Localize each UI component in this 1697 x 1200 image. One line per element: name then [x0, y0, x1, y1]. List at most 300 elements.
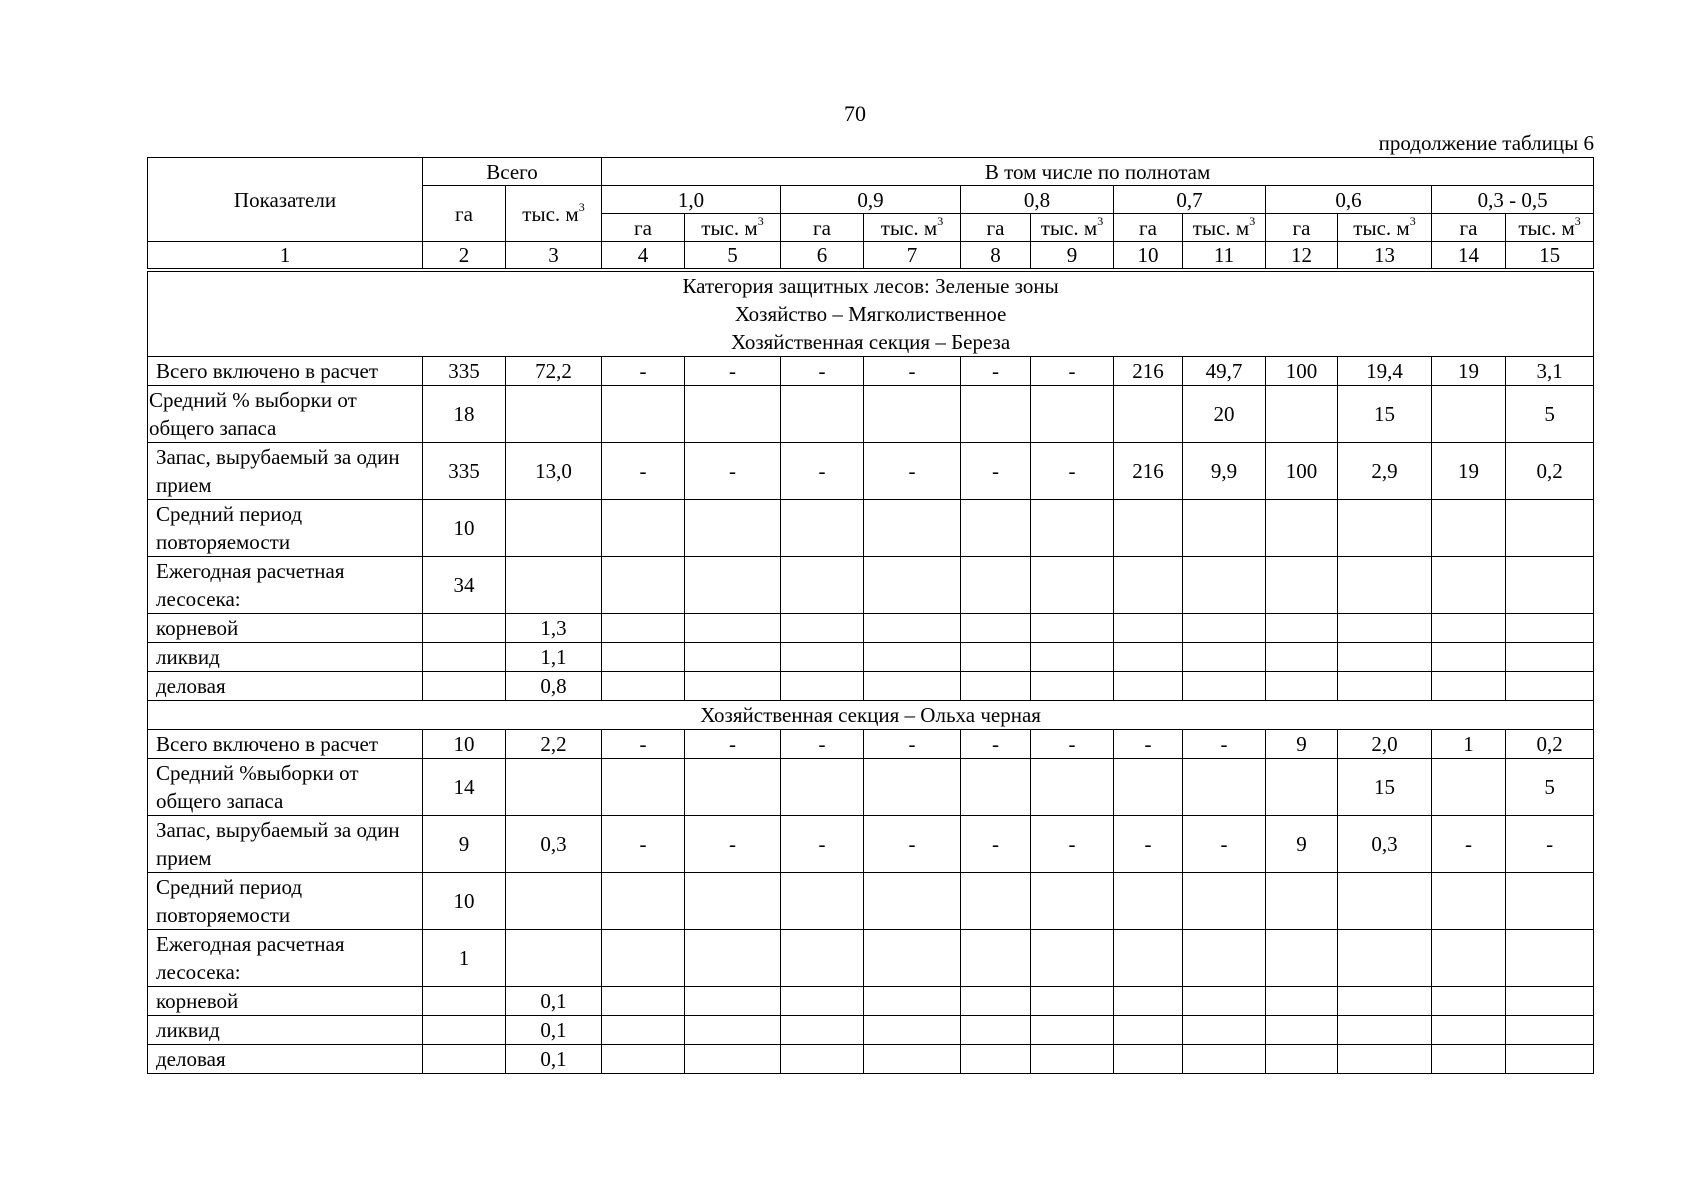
table-cell — [602, 1045, 685, 1074]
table-cell: - — [961, 443, 1031, 500]
header-unit-volume — [1506, 214, 1594, 242]
table-row — [148, 816, 1594, 873]
table-cell — [864, 873, 961, 930]
table-cell — [961, 557, 1031, 614]
table-cell — [864, 930, 961, 987]
table-cell — [1506, 614, 1594, 643]
table-cell: - — [602, 443, 685, 500]
table-row — [148, 672, 1594, 701]
table-cell — [1266, 1045, 1338, 1074]
row-label: Всего включено в расчет — [148, 730, 423, 759]
table-cell — [423, 1045, 506, 1074]
table-cell — [961, 500, 1031, 557]
table-cell — [1031, 643, 1114, 672]
table-cell — [1266, 873, 1338, 930]
column-number: 3 — [506, 242, 602, 271]
table-cell: 72,2 — [506, 357, 602, 386]
table-cell — [423, 1016, 506, 1045]
table-cell — [506, 557, 602, 614]
unit-sup: 3 — [757, 213, 764, 228]
unit-label: тыс. м — [522, 201, 579, 226]
table-cell — [961, 386, 1031, 443]
table-cell: - — [1031, 443, 1114, 500]
table-cell: - — [864, 730, 961, 759]
table-cell — [1506, 557, 1594, 614]
table-cell — [1183, 500, 1266, 557]
header-density: 0,9 — [781, 186, 961, 214]
table-cell — [506, 759, 602, 816]
table-cell: 9 — [1266, 816, 1338, 873]
table-cell: - — [781, 443, 864, 500]
table-cell: - — [1031, 357, 1114, 386]
header-unit-ha: га — [1266, 214, 1338, 242]
header-unit-ha: га — [1114, 214, 1183, 242]
header-total-ha: га — [423, 186, 506, 242]
table-cell: - — [1031, 730, 1114, 759]
table-cell — [1114, 557, 1183, 614]
table-cell — [1432, 500, 1506, 557]
table-cell: 15 — [1338, 386, 1432, 443]
column-number: 10 — [1114, 242, 1183, 271]
table-cell — [1338, 557, 1432, 614]
table-cell — [506, 386, 602, 443]
table-cell — [685, 1045, 781, 1074]
table-cell — [1432, 1016, 1506, 1045]
row-label: ликвид — [148, 1016, 423, 1045]
row-label: Средний период повторяемости — [148, 873, 423, 930]
table-cell — [1183, 672, 1266, 701]
table-cell — [1183, 873, 1266, 930]
table-caption: продолжение таблицы 6 — [1378, 131, 1594, 155]
page-number: 70 — [844, 101, 866, 126]
table-cell: 0,1 — [506, 1045, 602, 1074]
section-title-line: Хозяйство – Мягколиственное — [734, 302, 1007, 326]
table-cell — [602, 930, 685, 987]
table-cell — [1338, 500, 1432, 557]
table-cell: - — [781, 816, 864, 873]
unit-label: тыс. м — [1192, 215, 1250, 240]
table-cell — [602, 873, 685, 930]
header-total-volume — [506, 186, 602, 242]
header-unit-ha: га — [602, 214, 685, 242]
table-cell — [685, 614, 781, 643]
table-cell — [1031, 930, 1114, 987]
table-row — [148, 1045, 1594, 1074]
table-cell — [506, 500, 602, 557]
column-number: 11 — [1183, 242, 1266, 271]
unit-sup: 3 — [937, 213, 944, 228]
table-cell: - — [961, 816, 1031, 873]
table-cell: 0,8 — [506, 672, 602, 701]
table-cell — [864, 500, 961, 557]
table-cell — [781, 930, 864, 987]
table-cell — [961, 930, 1031, 987]
table-cell — [1031, 873, 1114, 930]
table-cell — [1432, 386, 1506, 443]
row-label: Средний % выборки от общего запаса — [148, 386, 423, 443]
header-density: 0,3 - 0,5 — [1432, 186, 1594, 214]
header-total: Всего — [423, 158, 602, 186]
table-cell — [1338, 614, 1432, 643]
table-cell: 49,7 — [1183, 357, 1266, 386]
row-label: Средний период повторяемости — [148, 500, 423, 557]
table-cell: 1 — [1432, 730, 1506, 759]
table-row — [148, 557, 1594, 614]
column-number-row — [148, 242, 1594, 271]
table-cell — [1506, 500, 1594, 557]
table-cell — [602, 1016, 685, 1045]
table-cell — [1114, 759, 1183, 816]
column-number: 14 — [1432, 242, 1506, 271]
table-cell: 10 — [423, 873, 506, 930]
table-row — [148, 357, 1594, 386]
table-cell — [1114, 500, 1183, 557]
table-cell: 2,2 — [506, 730, 602, 759]
table-cell — [1114, 672, 1183, 701]
table-cell: 1 — [423, 930, 506, 987]
table-cell — [1031, 672, 1114, 701]
table-cell: - — [1183, 730, 1266, 759]
table-cell — [1183, 930, 1266, 987]
table-cell — [685, 500, 781, 557]
table-cell — [1114, 614, 1183, 643]
header-indicators: Показатели — [148, 158, 423, 242]
table-cell — [1031, 614, 1114, 643]
table-cell: - — [685, 730, 781, 759]
table-cell — [1338, 987, 1432, 1016]
table-cell: 100 — [1266, 443, 1338, 500]
header-unit-volume — [1183, 214, 1266, 242]
unit-sup: 3 — [1249, 213, 1256, 228]
table-row — [148, 443, 1594, 500]
table-row — [148, 987, 1594, 1016]
header-row-1 — [148, 158, 1594, 186]
table-cell: - — [685, 816, 781, 873]
table-cell — [1183, 987, 1266, 1016]
table-cell — [864, 614, 961, 643]
table-cell: 19 — [1432, 443, 1506, 500]
table-cell — [1183, 1045, 1266, 1074]
table-cell: 19,4 — [1338, 357, 1432, 386]
table-cell — [1432, 1045, 1506, 1074]
table-cell: 5 — [1506, 386, 1594, 443]
table-cell — [1266, 500, 1338, 557]
table-cell: 216 — [1114, 443, 1183, 500]
table-cell: 0,1 — [506, 1016, 602, 1045]
table-cell — [864, 643, 961, 672]
section-title: Хозяйственная секция – Ольха черная — [148, 701, 1594, 730]
table-cell — [1031, 1045, 1114, 1074]
table-cell — [781, 672, 864, 701]
column-number: 6 — [781, 242, 864, 271]
table-cell — [602, 672, 685, 701]
table-row — [148, 500, 1594, 557]
column-number: 4 — [602, 242, 685, 271]
column-number: 12 — [1266, 242, 1338, 271]
table-cell: - — [781, 730, 864, 759]
table-cell — [961, 1045, 1031, 1074]
table-cell — [864, 1016, 961, 1045]
table-cell — [781, 873, 864, 930]
table-cell: - — [602, 357, 685, 386]
table-cell — [864, 759, 961, 816]
table-cell — [781, 500, 864, 557]
header-unit-volume — [1031, 214, 1114, 242]
table-cell: 335 — [423, 357, 506, 386]
unit-label: тыс. м — [701, 215, 758, 240]
table-cell: - — [602, 730, 685, 759]
table-cell — [602, 557, 685, 614]
header-unit-volume — [864, 214, 961, 242]
table-cell — [781, 987, 864, 1016]
table-row — [148, 386, 1594, 443]
row-label: Запас, вырубаемый за один прием — [148, 816, 423, 873]
table-cell: - — [685, 357, 781, 386]
table-cell — [1338, 873, 1432, 930]
table-cell — [1266, 643, 1338, 672]
table-row — [148, 930, 1594, 987]
table-cell — [961, 1016, 1031, 1045]
table-cell — [1266, 987, 1338, 1016]
table-cell: - — [1183, 816, 1266, 873]
table-cell — [1183, 557, 1266, 614]
table-cell: 13,0 — [506, 443, 602, 500]
table-cell — [1183, 614, 1266, 643]
table-cell — [1432, 987, 1506, 1016]
table-cell — [1031, 1016, 1114, 1045]
table-cell — [602, 386, 685, 443]
section-header-alder — [148, 701, 1594, 730]
table-cell — [864, 386, 961, 443]
table-cell — [1266, 930, 1338, 987]
table-cell — [961, 643, 1031, 672]
table-cell — [1031, 557, 1114, 614]
unit-label: тыс. м — [880, 215, 938, 240]
unit-label: тыс. м — [1518, 215, 1575, 240]
table-cell — [423, 672, 506, 701]
table-cell — [685, 1016, 781, 1045]
table-cell — [685, 557, 781, 614]
table-cell — [602, 614, 685, 643]
table-cell — [1338, 1016, 1432, 1045]
section-title-line: Хозяйственная секция – Береза — [730, 330, 1011, 354]
table-cell — [1506, 1016, 1594, 1045]
table-cell — [1266, 759, 1338, 816]
table-cell — [602, 643, 685, 672]
table-cell — [685, 759, 781, 816]
column-number: 1 — [148, 242, 423, 271]
table-cell: - — [864, 357, 961, 386]
table-cell — [685, 643, 781, 672]
row-label: Ежегодная расчетная лесосека: — [148, 930, 423, 987]
unit-label: тыс. м — [1040, 215, 1098, 240]
table-cell: 9 — [1266, 730, 1338, 759]
table-cell — [1114, 930, 1183, 987]
header-unit-volume — [685, 214, 781, 242]
table-cell: - — [864, 443, 961, 500]
table-cell — [602, 759, 685, 816]
table-cell — [423, 614, 506, 643]
table-cell — [1183, 1016, 1266, 1045]
table-cell — [961, 873, 1031, 930]
table-cell: 18 — [423, 386, 506, 443]
allowable-cut-table — [147, 157, 1594, 1074]
table-cell: - — [1432, 816, 1506, 873]
table-cell: 14 — [423, 759, 506, 816]
table-cell — [423, 643, 506, 672]
header-density: 0,8 — [961, 186, 1114, 214]
unit-label: тыс. м — [1353, 215, 1410, 240]
table-cell: 100 — [1266, 357, 1338, 386]
table-row — [148, 873, 1594, 930]
table-cell: 5 — [1506, 759, 1594, 816]
table-cell: - — [781, 357, 864, 386]
table-cell — [1114, 873, 1183, 930]
section-title-line: Категория защитных лесов: Зеленые зоны — [682, 274, 1059, 298]
row-label: корневой — [148, 614, 423, 643]
table-cell — [1432, 759, 1506, 816]
header-unit-volume — [1338, 214, 1432, 242]
table-cell — [1338, 930, 1432, 987]
table-cell — [685, 873, 781, 930]
table-cell — [961, 672, 1031, 701]
header-density: 0,6 — [1266, 186, 1432, 214]
table-cell — [1432, 873, 1506, 930]
table-cell — [961, 987, 1031, 1016]
header-unit-ha: га — [781, 214, 864, 242]
table-cell — [685, 386, 781, 443]
row-label: деловая — [148, 1045, 423, 1074]
table-cell — [1183, 643, 1266, 672]
table-row — [148, 614, 1594, 643]
table-cell — [1114, 987, 1183, 1016]
header-including: В том числе по полнотам — [602, 158, 1594, 186]
section-title — [148, 270, 1594, 357]
section-header-birch — [148, 270, 1594, 357]
table-cell — [864, 1045, 961, 1074]
table-cell: 2,0 — [1338, 730, 1432, 759]
table-cell — [1266, 557, 1338, 614]
table-cell: 9,9 — [1183, 443, 1266, 500]
table-cell — [1338, 672, 1432, 701]
table-cell — [685, 672, 781, 701]
table-cell — [1114, 1045, 1183, 1074]
header-density: 0,7 — [1114, 186, 1266, 214]
table-cell — [1114, 1016, 1183, 1045]
table-cell: 0,1 — [506, 987, 602, 1016]
table-cell — [1114, 643, 1183, 672]
table-cell — [685, 987, 781, 1016]
row-label: ликвид — [148, 643, 423, 672]
unit-sup: 3 — [578, 199, 585, 214]
table-cell: 335 — [423, 443, 506, 500]
table-cell: 0,3 — [1338, 816, 1432, 873]
table-cell — [961, 614, 1031, 643]
table-cell: - — [1506, 816, 1594, 873]
table-cell — [602, 987, 685, 1016]
table-cell: 15 — [1338, 759, 1432, 816]
table-cell — [781, 614, 864, 643]
row-label: Средний %выборки от общего запаса — [148, 759, 423, 816]
row-label: Ежегодная расчетная лесосека: — [148, 557, 423, 614]
column-number: 7 — [864, 242, 961, 271]
table-cell — [781, 759, 864, 816]
table-cell — [961, 759, 1031, 816]
table-cell — [1114, 386, 1183, 443]
table-cell — [1266, 1016, 1338, 1045]
unit-sup: 3 — [1097, 213, 1104, 228]
table-cell — [1031, 386, 1114, 443]
table-cell — [1432, 643, 1506, 672]
table-cell: 216 — [1114, 357, 1183, 386]
row-label: Запас, вырубаемый за один прием — [148, 443, 423, 500]
table-cell: - — [961, 357, 1031, 386]
header-unit-ha: га — [961, 214, 1031, 242]
table-row — [148, 759, 1594, 816]
table-cell — [506, 873, 602, 930]
column-number: 8 — [961, 242, 1031, 271]
column-number: 5 — [685, 242, 781, 271]
table-cell — [1506, 672, 1594, 701]
table-cell: 0,3 — [506, 816, 602, 873]
table-row — [148, 643, 1594, 672]
table-cell — [1506, 643, 1594, 672]
table-cell: 10 — [423, 730, 506, 759]
unit-sup: 3 — [1409, 213, 1416, 228]
table-cell — [1506, 987, 1594, 1016]
table-cell: - — [602, 816, 685, 873]
table-cell — [1031, 987, 1114, 1016]
table-cell: 1,3 — [506, 614, 602, 643]
table-cell — [423, 987, 506, 1016]
table-cell — [781, 1045, 864, 1074]
column-number: 9 — [1031, 242, 1114, 271]
table-cell — [685, 930, 781, 987]
table-cell: 34 — [423, 557, 506, 614]
table-cell — [1266, 672, 1338, 701]
table-cell: - — [1114, 730, 1183, 759]
table-cell — [864, 672, 961, 701]
table-cell: - — [1114, 816, 1183, 873]
header-unit-ha: га — [1432, 214, 1506, 242]
column-number: 13 — [1338, 242, 1432, 271]
table-cell: 0,2 — [1506, 730, 1594, 759]
table-cell: 3,1 — [1506, 357, 1594, 386]
table-row — [148, 1016, 1594, 1045]
table-cell: - — [1031, 816, 1114, 873]
table-cell — [781, 557, 864, 614]
table-cell — [864, 987, 961, 1016]
table-cell: 9 — [423, 816, 506, 873]
table-cell — [602, 500, 685, 557]
table-cell — [506, 930, 602, 987]
table-cell: - — [961, 730, 1031, 759]
table-cell — [1183, 759, 1266, 816]
table-cell — [1338, 1045, 1432, 1074]
header-density: 1,0 — [602, 186, 781, 214]
table-cell — [1506, 873, 1594, 930]
table-cell — [1338, 643, 1432, 672]
table-cell: 10 — [423, 500, 506, 557]
table-cell — [1266, 386, 1338, 443]
table-cell — [1432, 614, 1506, 643]
table-cell — [1432, 930, 1506, 987]
table-cell: 1,1 — [506, 643, 602, 672]
table-cell — [781, 386, 864, 443]
column-number: 2 — [423, 242, 506, 271]
table-cell: 0,2 — [1506, 443, 1594, 500]
table-cell: 20 — [1183, 386, 1266, 443]
